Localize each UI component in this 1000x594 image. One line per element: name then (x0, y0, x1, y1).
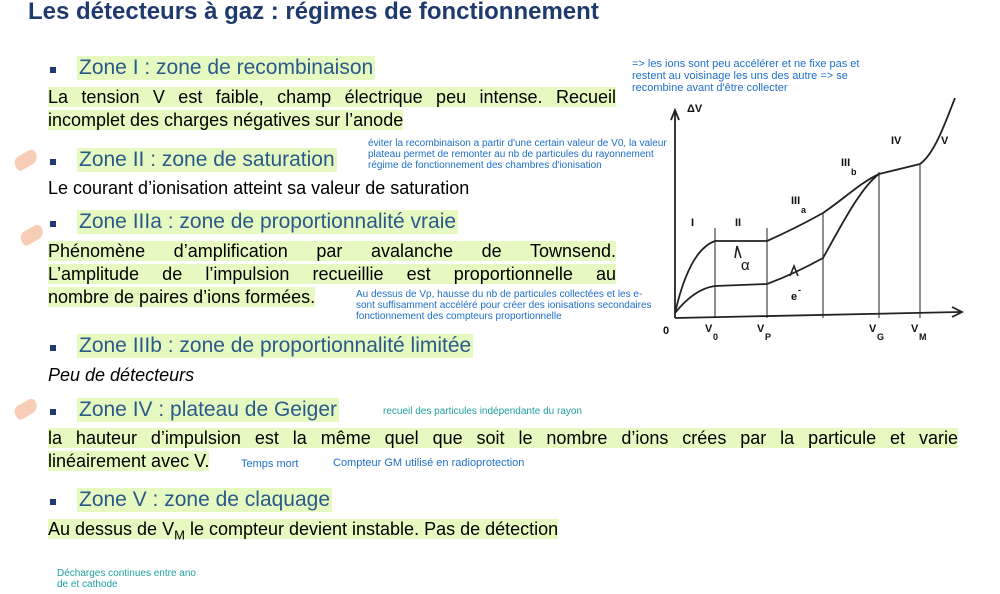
annotation-mark-icon (18, 223, 46, 247)
regime-graph (655, 98, 967, 348)
note-zone-1 (632, 58, 859, 94)
note-zone-2-line-2: plateau permet de remonter au nb de particules du rayonnement (368, 149, 654, 160)
origin-label: 0 (663, 325, 670, 337)
alpha-curve (675, 98, 955, 313)
zone-1-desc-line-1: La tension V est faible, champ électrique peu intense. Recueil (48, 87, 616, 107)
zone-3b-description: Peu de détecteurs (48, 365, 195, 385)
note-zone-2 (368, 138, 667, 171)
zone-1-heading: Zone I : zone de recombinaison (79, 56, 374, 79)
note-zone-5-line-2: de et cathode (57, 579, 118, 590)
note-zone-3-line-1: Au dessus de Vp, hausse du nb de particules collectées et les e- (356, 289, 643, 300)
note-zone-1-line-2: restent au voisinage les uns des autre => se (632, 70, 848, 82)
x-tick-vp-sub: P (765, 332, 772, 342)
x-tick-vp: V (757, 323, 765, 335)
zone-label-iii-a-sub: a (801, 205, 807, 215)
note-zone-5-line-1: Décharges continues entre ano (57, 568, 196, 579)
zone-label-iii-b-sub: b (851, 167, 857, 177)
note-compteur-gm: Compteur GM utilisé en radioprotection (333, 457, 525, 469)
zone-label-i: I (691, 217, 695, 229)
zone-3a-desc-line-3: nombre de paires d’ions formées. (48, 287, 316, 307)
x-tick-vg-sub: G (877, 332, 885, 342)
zone-4-heading: Zone IV : plateau de Geiger (79, 398, 337, 421)
zone-3b-heading: Zone IIIb : zone de proportionnalité limitée (79, 334, 472, 357)
zone-5-desc-pre: Au dessus de V (48, 519, 175, 539)
x-tick-v0-sub: 0 (713, 332, 719, 342)
zone-3a-heading: Zone IIIa : zone de proportionnalité vraie (79, 210, 457, 233)
note-zone-3-line-3: fonctionnement des compteurs proportionnelle (356, 311, 562, 322)
page-title: Les détecteurs à gaz : régimes de fonctionnement (28, 0, 599, 25)
x-tick-vm: V (911, 323, 919, 335)
x-axis (675, 312, 960, 318)
zone-5-desc-sub: M (174, 527, 185, 543)
zone-4-desc-line-2: linéairement avec V. (48, 451, 210, 471)
note-zone-1-line-1: => les ions sont peu accélérer et ne fixe pas et (632, 58, 860, 70)
x-tick-v0: V (705, 323, 713, 335)
bullet-icon (50, 499, 56, 505)
note-zone-5 (57, 568, 196, 590)
zone-label-iv: IV (891, 135, 902, 147)
bullet-icon (50, 159, 56, 165)
electron-label-sup: - (798, 285, 801, 295)
zone-4-desc-line-1: la hauteur d’impulsion est la même quel que soit le nombre d’ions crées par la particule et varie (48, 428, 958, 448)
zone-1-desc-line-2: incomplet des charges négatives sur l’anode (48, 110, 404, 130)
y-axis-label: ΔV (687, 103, 703, 115)
annotation-mark-icon (12, 148, 40, 172)
zone-label-ii: II (735, 217, 742, 229)
note-zone-3-line-2: sont suffisamment accéléré pour créer des ionisations secondaires (356, 300, 652, 311)
zone-label-v: V (941, 135, 949, 147)
zone-2-heading: Zone II : zone de saturation (79, 148, 335, 171)
bullet-icon (50, 345, 56, 351)
note-zone-2-line-3: régime de fonctionnement des chambres d'ionisation (368, 160, 602, 171)
note-zone-1-line-3: recombine avant d'être collecter (632, 82, 788, 94)
x-tick-vm-sub: M (919, 332, 927, 342)
zone-5-desc-post: le compteur devient instable. Pas de détection (184, 519, 559, 539)
zone-2-description: Le courant d’ionisation atteint sa valeur de saturation (48, 178, 470, 198)
zone-3a-desc-line-1: Phénomène d’amplification par avalanche de Townsend. (48, 241, 616, 261)
bullet-icon (50, 67, 56, 73)
electron-label: e (791, 291, 798, 303)
zone-label-iii-b: III (841, 157, 851, 169)
annotation-mark-icon (12, 397, 40, 421)
zone-5-description (48, 518, 558, 547)
zone-label-iii-a: III (791, 195, 801, 207)
note-zone-4: recueil des particules indépendante du rayon (383, 406, 583, 417)
zone-1-description (48, 86, 616, 132)
note-temps-mort: Temps mort (241, 458, 299, 470)
electron-arrow-icon (790, 266, 798, 276)
x-tick-vg: V (869, 323, 877, 335)
alpha-label: α (741, 257, 750, 274)
zone-5-heading: Zone V : zone de claquage (79, 488, 331, 511)
zone-3a-desc-line-2: L’amplitude de l’impulsion recueillie est proportionnelle au (48, 264, 616, 284)
bullet-icon (50, 409, 56, 415)
note-zone-2-line-1: éviter la recombinaison a partir d'une certain valeur de V0, la valeur (368, 138, 667, 149)
bullet-icon (50, 221, 56, 227)
note-zone-3 (356, 289, 652, 322)
